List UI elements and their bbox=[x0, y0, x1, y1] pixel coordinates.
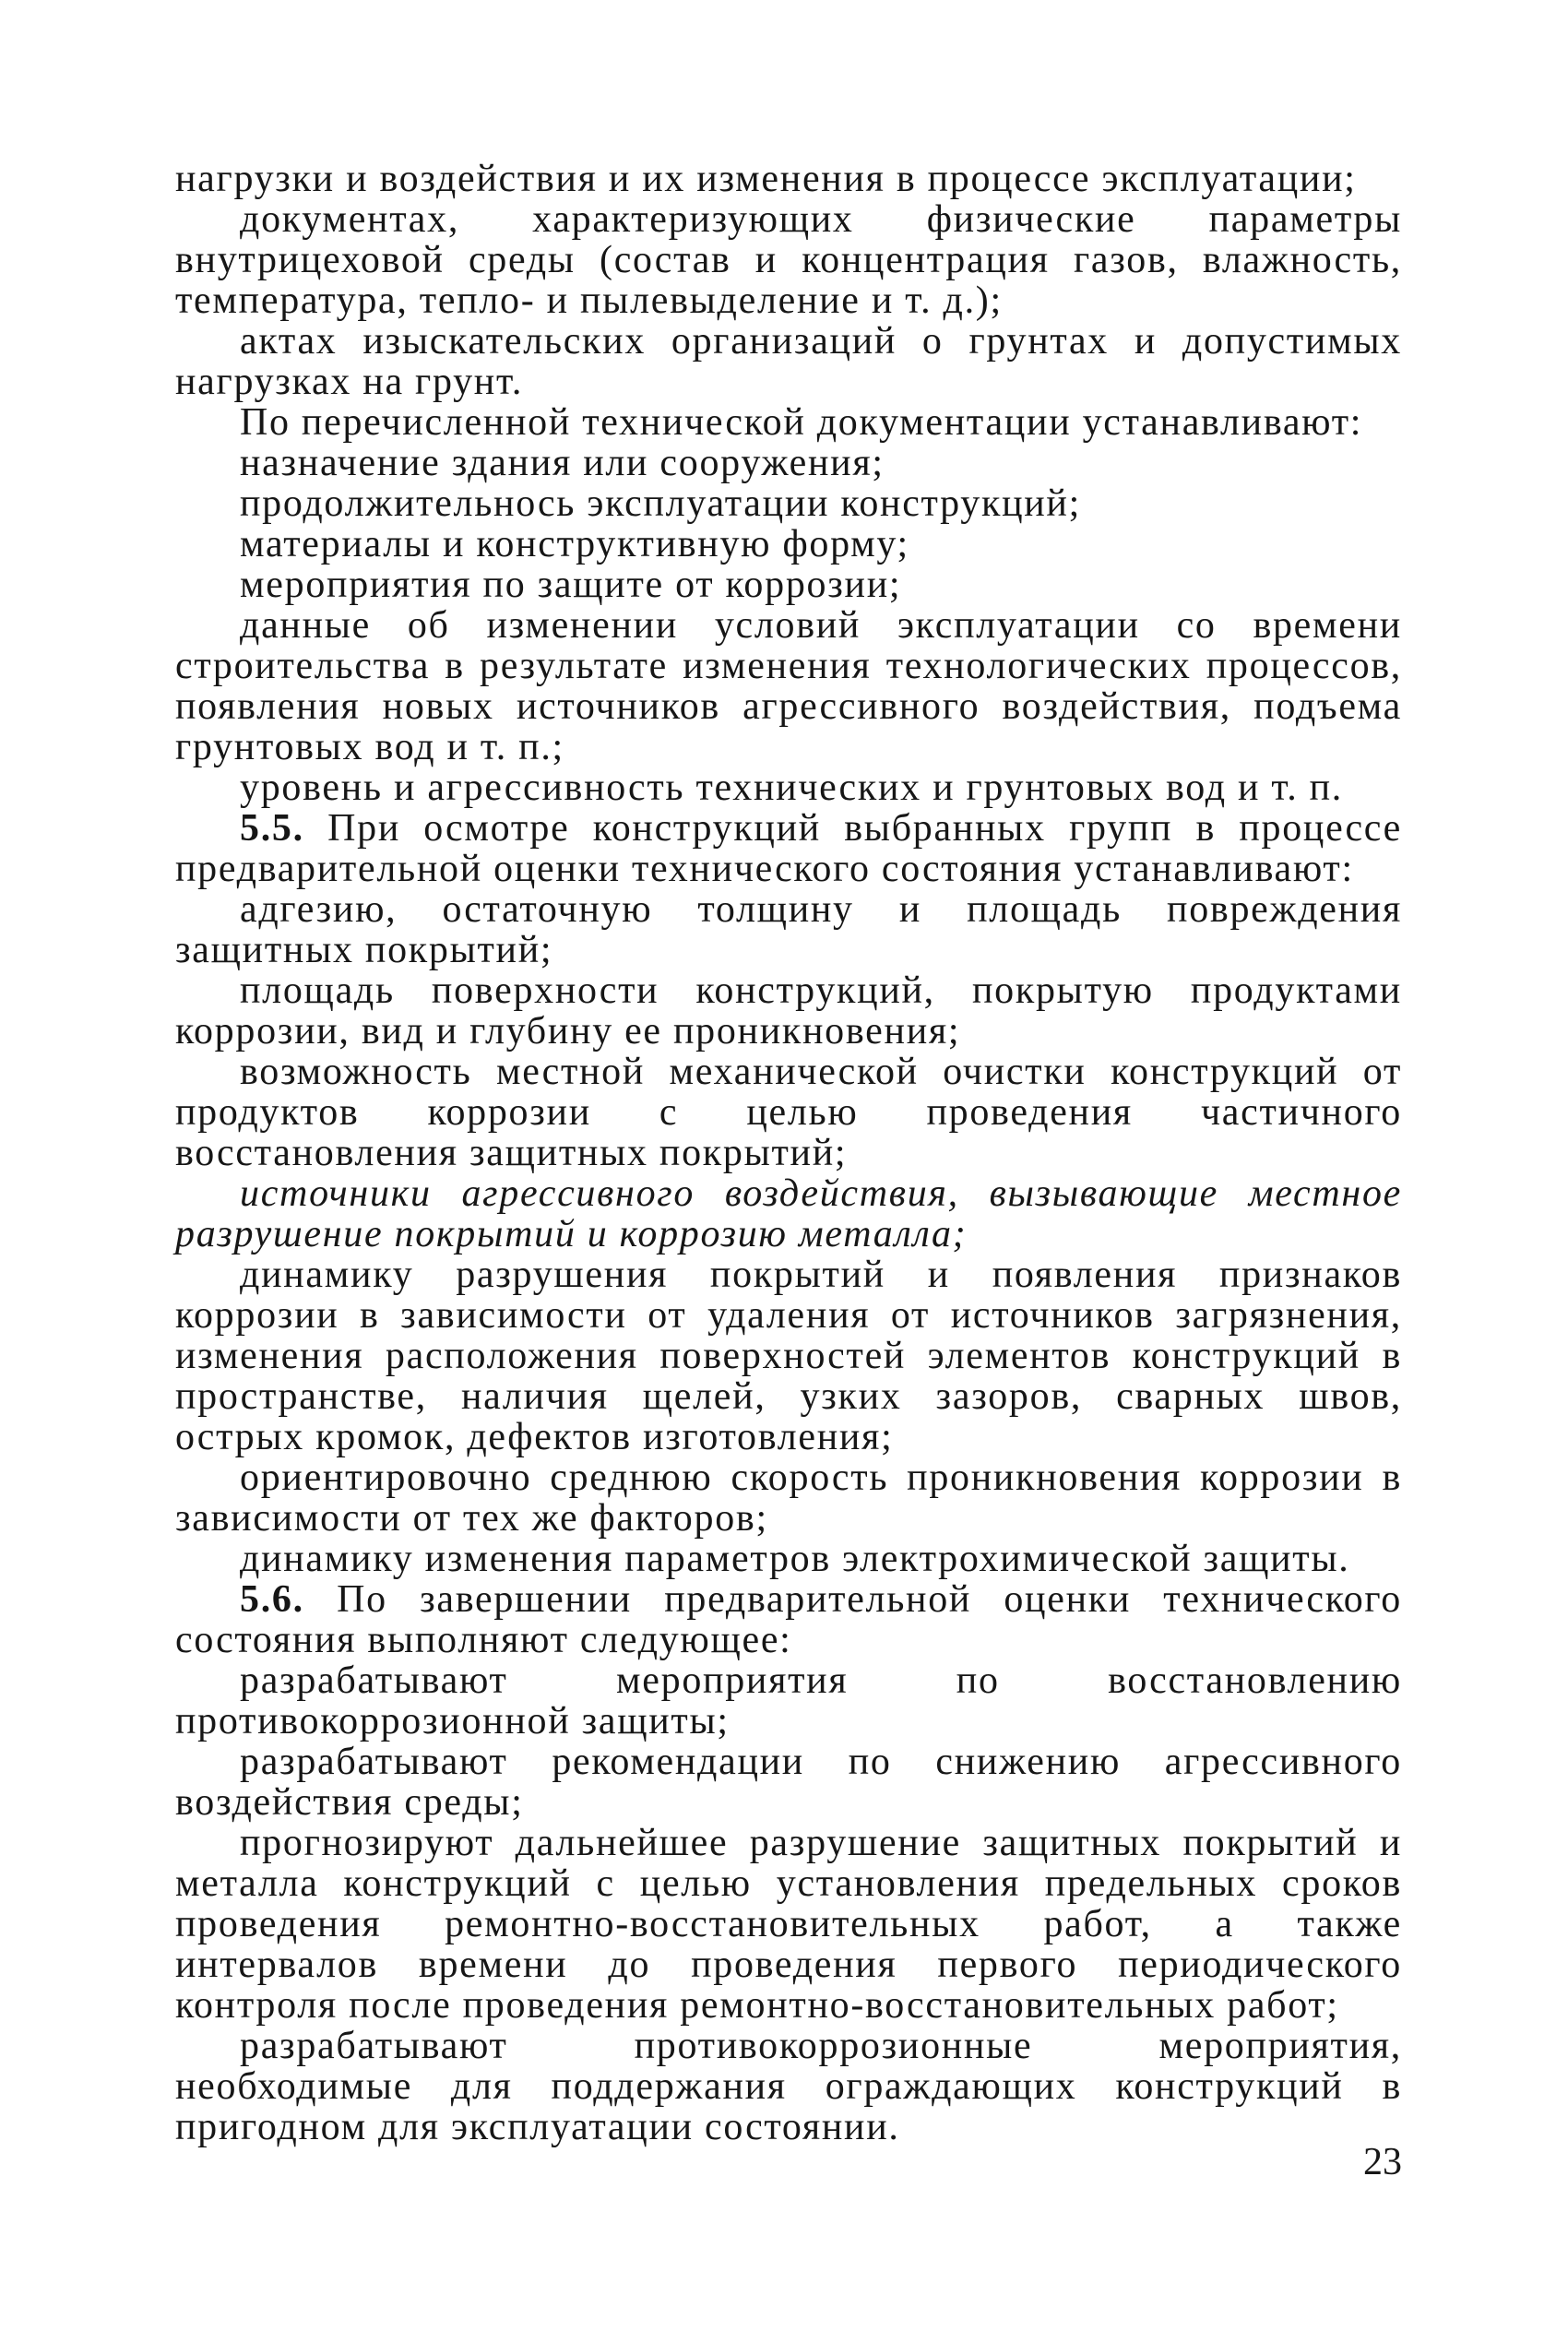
paragraph bbox=[175, 524, 1402, 565]
paragraph bbox=[175, 605, 1402, 767]
paragraph bbox=[175, 443, 1402, 483]
paragraph-text: нагрузки и воздействия и их изменения в процессе эксплуатации; bbox=[175, 158, 1357, 200]
paragraph-text: данные об изменении условий эксплуатации со времени строительства в результате изменения технологических процессов, появления новых источников агрессивного воздействия, подъема грунтовых вод и т. п.; bbox=[175, 604, 1402, 768]
paragraph-text: актах изыскательских организаций о грунтах и допустимых нагрузках на грунт. bbox=[175, 320, 1402, 403]
paragraph-text: динамику изменения параметров электрохимической защиты. bbox=[240, 1538, 1350, 1580]
paragraph bbox=[175, 1539, 1402, 1579]
paragraph bbox=[175, 2026, 1402, 2147]
paragraph bbox=[175, 321, 1402, 402]
page-number: 23 bbox=[1363, 2141, 1402, 2183]
paragraph bbox=[175, 1457, 1402, 1539]
paragraph-text: материалы и конструктивную форму; bbox=[240, 523, 909, 565]
section-number: 5.6. bbox=[240, 1578, 304, 1621]
paragraph bbox=[175, 1742, 1402, 1823]
paragraph-text: уровень и агрессивность технических и грунтовых вод и т. п. bbox=[240, 767, 1344, 809]
paragraph bbox=[175, 1660, 1402, 1742]
paragraph-text: разрабатывают противокоррозионные мероприятия, необходимые для поддержания ограждающих конструкций в пригодном для эксплуатации состоянии. bbox=[175, 2025, 1402, 2148]
section-paragraph bbox=[175, 808, 1402, 889]
paragraph bbox=[175, 1823, 1402, 2026]
paragraph-text: динамику разрушения покрытий и появления признаков коррозии в зависимости от удаления от источников загрязнения, изменения расположения поверхностей элементов конструкций в пространстве, наличия щелей, узких зазоров, сварных швов, острых кромок, дефектов изготовления; bbox=[175, 1254, 1402, 1458]
paragraph bbox=[175, 199, 1402, 321]
paragraph-text: площадь поверхности конструкций, покрытую продуктами коррозии, вид и глубину ее проникновения; bbox=[175, 969, 1402, 1053]
paragraph-text: прогнозируют дальнейшее разрушение защитных покрытий и металла конструкций с целью установления предельных сроков проведения ремонтно-восстановительных работ, а также интервалов времени до проведения первого периодического контроля после проведения ремонтно-восстановительных работ; bbox=[175, 1822, 1402, 2027]
section-paragraph bbox=[175, 1579, 1402, 1660]
paragraph-text: При осмотре конструкций выбранных групп в процессе предварительной оценки технического состояния устанавливают: bbox=[175, 807, 1402, 890]
paragraph-text: ориентировочно среднюю скорость проникновения коррозии в зависимости от тех же факторов; bbox=[175, 1457, 1402, 1540]
paragraph bbox=[175, 1052, 1402, 1173]
page-text bbox=[175, 159, 1402, 2147]
paragraph-text: мероприятия по защите от коррозии; bbox=[240, 564, 902, 606]
paragraph bbox=[175, 889, 1402, 970]
paragraph bbox=[175, 483, 1402, 524]
paragraph-text: возможность местной механической очистки конструкций от продуктов коррозии с целью проведения частичного восстановления защитных покрытий; bbox=[175, 1051, 1402, 1174]
paragraph bbox=[175, 1255, 1402, 1457]
paragraph bbox=[175, 565, 1402, 605]
paragraph-text: По перечисленной технической документации устанавливают: bbox=[240, 401, 1363, 444]
paragraph bbox=[175, 402, 1402, 443]
paragraph-text: По завершении предварительной оценки технического состояния выполняют следующее: bbox=[175, 1578, 1402, 1661]
paragraph-text: продолжительнось эксплуатации конструкций; bbox=[240, 482, 1081, 525]
paragraph bbox=[175, 970, 1402, 1052]
paragraph bbox=[175, 1173, 1402, 1255]
paragraph-text: разрабатывают мероприятия по восстановлению противокоррозионной защиты; bbox=[175, 1659, 1402, 1742]
paragraph-text: источники агрессивного воздействия, вызывающие местное разрушение покрытий и коррозию металла; bbox=[175, 1172, 1402, 1255]
paragraph-text: назначение здания или сооружения; bbox=[240, 442, 885, 484]
section-number: 5.5. bbox=[240, 807, 304, 850]
paragraph bbox=[175, 159, 1402, 199]
paragraph bbox=[175, 767, 1402, 808]
paragraph-text: разрабатывают рекомендации по снижению агрессивного воздействия среды; bbox=[175, 1741, 1402, 1824]
paragraph-text: документах, характеризующих физические параметры внутрицеховой среды (состав и концентрация газов, влажность, температура, тепло- и пылевыделение и т. д.); bbox=[175, 198, 1402, 322]
paragraph-text: адгезию, остаточную толщину и площадь повреждения защитных покрытий; bbox=[175, 888, 1402, 971]
